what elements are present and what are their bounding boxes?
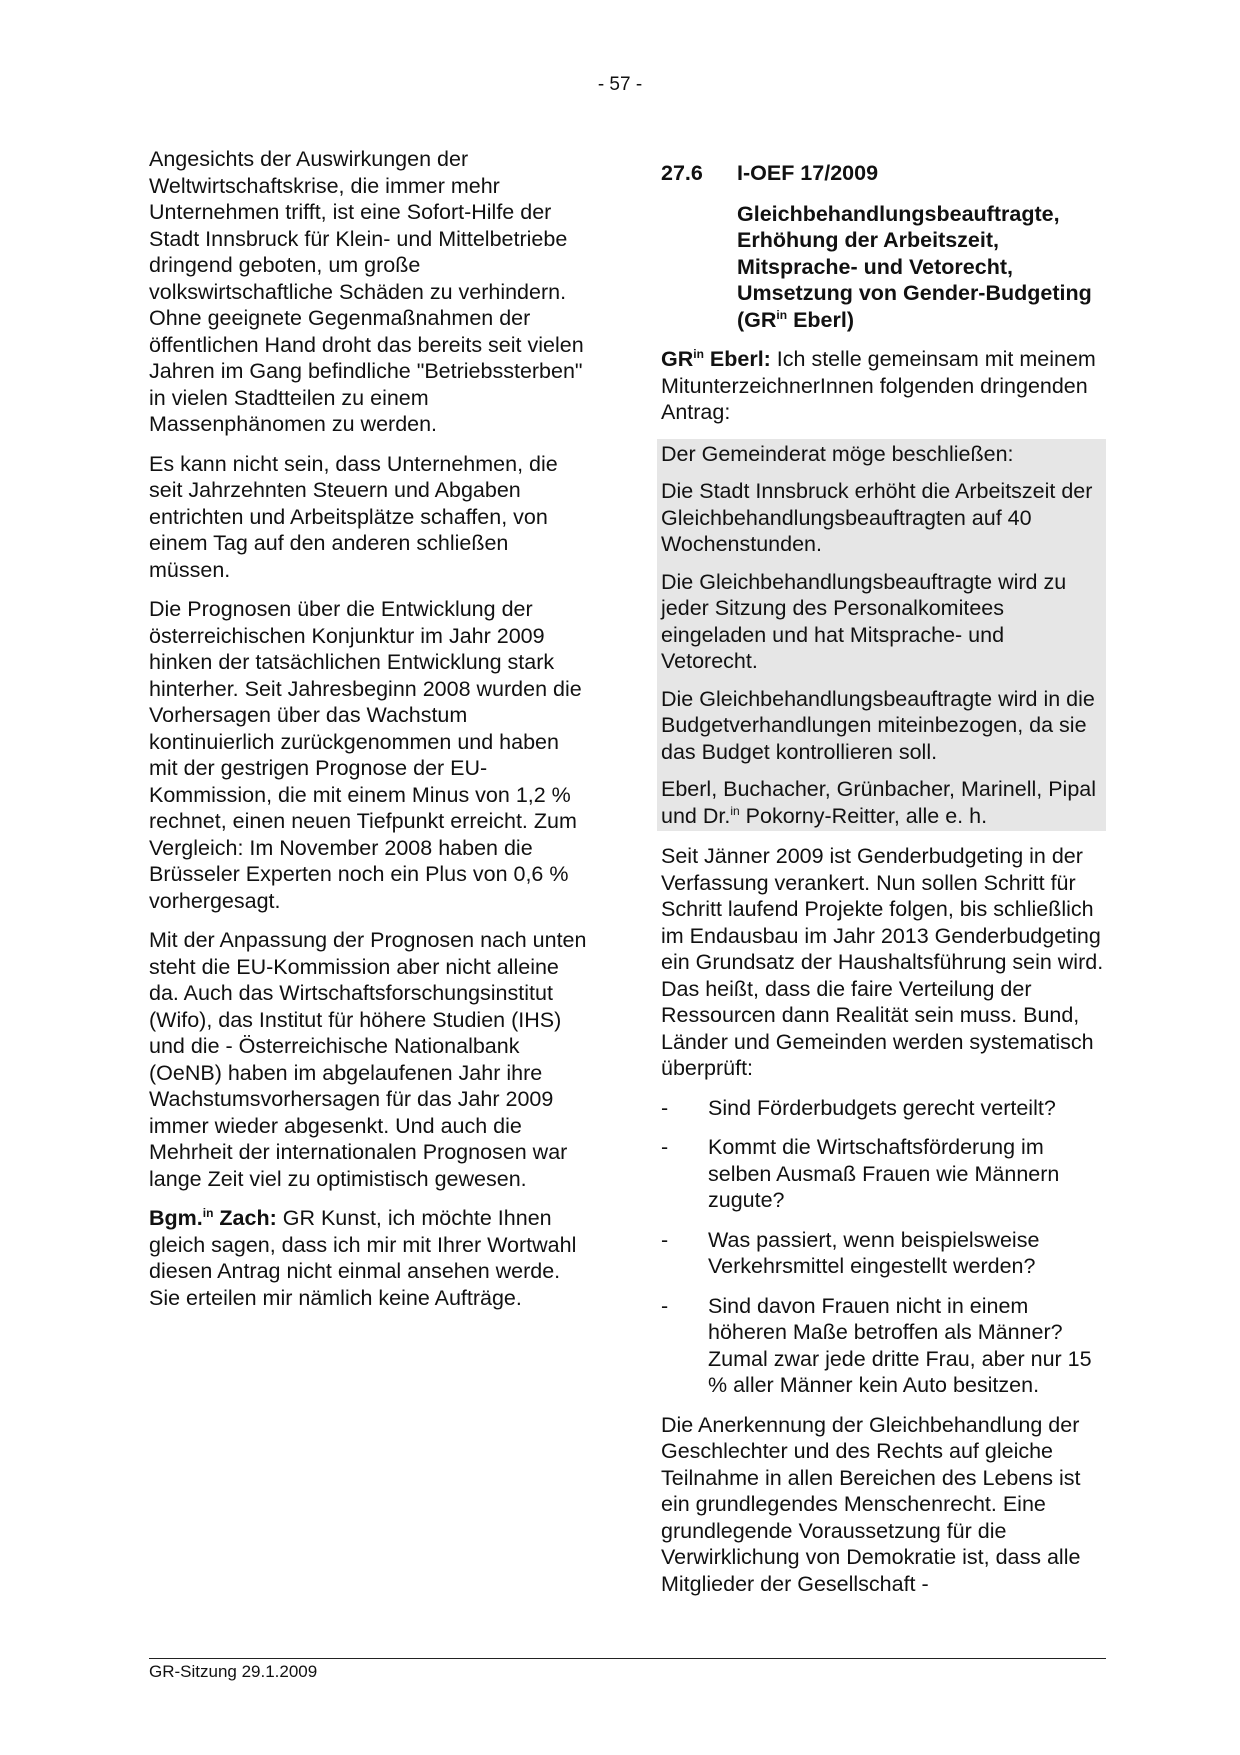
page-number: - 57 - xyxy=(597,74,643,95)
footer-text: GR-Sitzung 29.1.2009 xyxy=(149,1662,318,1681)
list-item-text: Sind davon Frauen nicht in einem höheren Maße betroffen als Männer? Zumal zwar jede dritte Frau, aber nur 15 % aller Männer kein Auto besitzen. xyxy=(708,1293,1092,1397)
dash-bullet: - xyxy=(661,1135,669,1159)
list-item xyxy=(661,1095,1106,1122)
speaker-statement xyxy=(149,1205,589,1311)
paragraph: Die Anerkennung der Gleichbehandlung der Geschlechter und des Rechts auf gleiche Teilnahme in allen Bereichen des Lebens ist ein grundlegendes Menschenrecht. Eine grundlegende Voraussetzung für die Verwirklichung von Demokratie ist, dass alle Mitglieder der Gesellschaft - xyxy=(661,1412,1081,1596)
list-item xyxy=(661,1293,1106,1399)
speaker-suffix: in xyxy=(693,346,704,361)
title-suffix-close: Eberl) xyxy=(787,307,854,332)
speaker-name xyxy=(661,347,771,371)
statement-text: Ich stelle gemeinsam mit meinem MitunterzeichnerInnen folgenden dringenden Antrag: xyxy=(661,347,1096,424)
speaker-prefix: GR xyxy=(661,347,694,371)
paragraph: Seit Jänner 2009 ist Genderbudgeting in der Verfassung verankert. Nun sollen Schritt für Schritt laufend Projekte folgen, bis schließlich im Endausbau im Jahr 2013 Genderbudgeting ein Grundsatz der Haushaltsführung sein wird. Das heißt, dass die faire Verteilung der Ressourcen dann Realität sein muss. Bund, Länder und Gemeinden werden systematisch überprüft: xyxy=(661,844,1104,1080)
agenda-item-code: I-OEF 17/2009 xyxy=(737,161,879,185)
motion-point: Die Gleichbehandlungsbeauftragte wird in die Budgetverhandlungen miteinbezogen, da sie das Budget kontrollieren soll. xyxy=(661,686,1095,764)
speaker-name xyxy=(149,1206,277,1230)
agenda-item-title xyxy=(737,201,1106,334)
motion-point: Die Gleichbehandlungsbeauftragte wird zu jeder Sitzung des Personalkomitees eingeladen und hat Mitsprache- und Vetorecht. xyxy=(661,569,1067,673)
list-item-text: Sind Förderbudgets gerecht verteilt? xyxy=(708,1095,1056,1120)
title-text: Gleichbehandlungsbeauftragte, Erhöhung der Arbeitszeit, Mitsprache- und Vetorecht, Umsetzung von Gender-Budgeting xyxy=(737,201,1092,305)
speaker-suffix: in xyxy=(202,1205,214,1220)
statement-text: GR Kunst, ich möchte Ihnen gleich sagen, dass ich mir mit Ihrer Wortwahl diesen Antrag nicht einmal ansehen werde. Sie erteilen mir nämlich keine Aufträge. xyxy=(149,1206,577,1310)
agenda-item-heading xyxy=(661,160,1106,187)
motion-point: Die Stadt Innsbruck erhöht die Arbeitszeit der Gleichbehandlungsbeauftragten auf 40 Wochenstunden. xyxy=(661,479,1093,556)
paragraph: Die Prognosen über die Entwicklung der österreichischen Konjunktur im Jahr 2009 hinken der tatsächlichen Entwicklung stark hinterher. Seit Jahresbeginn 2008 wurden die Vorhersagen über das Wachstum kontinuierlich zurückgenommen und haben mit der gestrigen Prognose der EU-Kommission, die mit einem Minus von 1,2 % rechnet, einen neuen Tiefpunkt erreicht. Zum Vergleich: Im November 2008 haben die Brüsseler Experten noch ein Plus von 0,6 % vorhergesagt. xyxy=(149,597,582,913)
title-suffix-open: (GR xyxy=(737,307,777,332)
dash-bullet: - xyxy=(661,1095,669,1120)
speaker-surname: Zach: xyxy=(213,1206,277,1230)
list-item xyxy=(661,1134,1106,1214)
paragraph: Es kann nicht sein, dass Unternehmen, die seit Jahrzehnten Steuern und Abgaben entrichten und Arbeitsplätze schaffen, von einem Tag auf den anderen schließen müssen. xyxy=(149,451,558,582)
paragraph: Angesichts der Auswirkungen der Weltwirtschaftskrise, die immer mehr Unternehmen trifft, ist eine Sofort-Hilfe der Stadt Innsbruck für Klein- und Mittelbetriebe dringend geboten, um große volkswirtschaftliche Schäden zu verhindern. Ohne geeignete Gegenmaßnahmen der öffentlichen Hand droht das bereits seit vielen Jahren im Gang befindliche "Betriebssterben" in vielen Stadtteilen zu einem Massenphänomen zu werden. xyxy=(149,147,584,436)
agenda-item-number: 27.6 xyxy=(661,161,703,185)
speaker-statement xyxy=(661,346,1106,426)
motion-lead: Der Gemeinderat möge beschließen: xyxy=(661,441,1014,466)
left-column xyxy=(149,146,589,1324)
list-item-text: Kommt die Wirtschaftsförderung im selben Ausmaß Frauen wie Männern zugute? xyxy=(708,1135,1060,1212)
list-item-text: Was passiert, wenn beispielsweise Verkehrsmittel eingestellt werden? xyxy=(708,1227,1040,1278)
motion-signatories xyxy=(661,776,1102,829)
dash-bullet: - xyxy=(661,1227,669,1252)
right-column xyxy=(661,146,1106,1610)
speaker-prefix: Bgm. xyxy=(149,1206,203,1230)
paragraph: Mit der Anpassung der Prognosen nach unten steht die EU-Kommission aber nicht alleine da. Auch das Wirtschaftsforschungsinstitut (Wifo), das Institut für höhere Studien (IHS) und die - Österreichische Nationalbank (OeNB) haben im abgelaufenen Jahr ihre Wachstumsvorhersagen für das Jahr 2009 immer wieder abgesenkt. Und auch die Mehrheit der internationalen Prognosen war lange Zeit viel zu optimistisch gewesen. xyxy=(149,928,587,1191)
dash-bullet: - xyxy=(661,1293,669,1318)
footer-divider xyxy=(149,1658,1106,1659)
speaker-surname: Eberl: xyxy=(703,347,771,371)
signatories-text-end: Pokorny-Reitter, alle e. h. xyxy=(739,803,988,828)
motion-box xyxy=(657,439,1106,832)
question-list xyxy=(661,1095,1106,1399)
signatories-text: Eberl, Buchacher, Grünbacher, Marinell, Pipal und Dr. xyxy=(661,777,1097,828)
signatories-sup: in xyxy=(730,803,740,818)
list-item xyxy=(661,1227,1106,1280)
title-sup: in xyxy=(776,307,788,322)
